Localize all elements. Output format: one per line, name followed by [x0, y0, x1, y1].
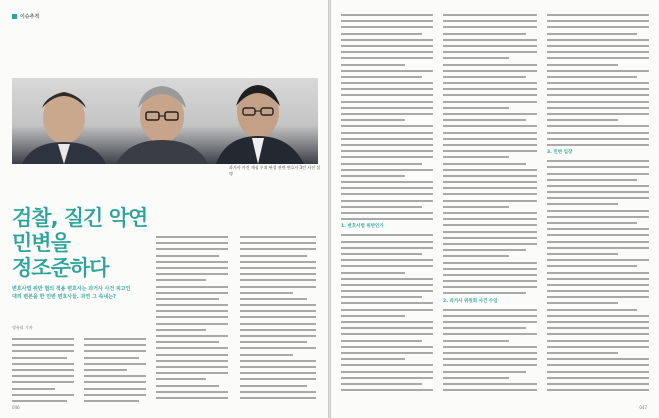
- text-line: [12, 381, 74, 383]
- right-column-1-lines-a: [341, 14, 433, 220]
- text-line: [341, 169, 433, 171]
- text-line: [443, 156, 509, 158]
- right-column-2-lines-a: [443, 14, 537, 294]
- text-line: [341, 309, 433, 311]
- text-line: [547, 14, 649, 16]
- text-line: [341, 278, 433, 280]
- text-line: [341, 113, 433, 115]
- text-line: [156, 378, 206, 380]
- text-line: [12, 338, 74, 340]
- text-line: [547, 389, 649, 391]
- text-line: [547, 20, 649, 22]
- text-line: [443, 144, 537, 146]
- headline-line-2: 민변을: [12, 231, 70, 255]
- text-line: [547, 228, 649, 230]
- text-line: [341, 26, 433, 28]
- text-line: [341, 107, 433, 109]
- text-line: [443, 193, 537, 195]
- text-line: [341, 187, 433, 189]
- text-line: [156, 372, 228, 374]
- text-line: [443, 200, 537, 202]
- text-line: [156, 255, 219, 257]
- text-line: [156, 292, 228, 294]
- text-line: [84, 344, 146, 346]
- text-line: [547, 352, 618, 354]
- text-line: [341, 64, 405, 66]
- text-line: [443, 383, 537, 385]
- text-line: [547, 327, 649, 329]
- text-line: [547, 284, 649, 286]
- text-line: [240, 292, 293, 294]
- text-line: [547, 210, 649, 212]
- text-line: [156, 385, 219, 387]
- portrait-right: [216, 85, 304, 164]
- text-line: [84, 350, 146, 352]
- text-line: [341, 253, 422, 255]
- text-line: [341, 138, 433, 140]
- text-line: [341, 383, 422, 385]
- text-line: [341, 346, 433, 348]
- text-line: [341, 20, 433, 22]
- text-line: [547, 241, 649, 243]
- text-line: [547, 247, 649, 249]
- text-line: [547, 272, 649, 274]
- text-line: [547, 57, 649, 59]
- text-line: [240, 248, 316, 250]
- text-line: [443, 371, 526, 373]
- lead-photo: [12, 78, 318, 164]
- text-line: [341, 234, 433, 236]
- text-line: [443, 389, 537, 391]
- text-line: [443, 57, 509, 59]
- text-line: [547, 315, 649, 317]
- text-line: [341, 76, 422, 78]
- text-line: [547, 222, 637, 224]
- text-line: [240, 255, 307, 257]
- text-line: [443, 181, 537, 183]
- text-line: [547, 88, 649, 90]
- text-line: [84, 363, 146, 365]
- text-line: [341, 101, 433, 103]
- text-line: [341, 144, 433, 146]
- text-line: [443, 45, 537, 47]
- text-line: [341, 358, 405, 360]
- text-line: [443, 119, 526, 121]
- text-line: [341, 321, 433, 323]
- text-line: [341, 206, 422, 208]
- text-line: [240, 341, 307, 343]
- text-line: [443, 163, 526, 165]
- text-line: [443, 175, 537, 177]
- text-line: [341, 33, 422, 35]
- text-line: [156, 347, 228, 349]
- text-line: [443, 340, 509, 342]
- body-column-4: [240, 236, 316, 406]
- text-line: [443, 107, 509, 109]
- text-line: [84, 388, 146, 390]
- text-line: [547, 39, 649, 41]
- text-line: [443, 358, 537, 360]
- text-line: [547, 33, 637, 35]
- text-line: [240, 316, 316, 318]
- right-column-1: [341, 14, 433, 406]
- text-line: [443, 377, 509, 379]
- text-line: [341, 333, 433, 335]
- text-line: [443, 218, 537, 220]
- text-line: [443, 20, 537, 22]
- text-line: [341, 82, 433, 84]
- text-line: [443, 26, 537, 28]
- section-tag-label: 이슈추적: [20, 14, 40, 20]
- text-line: [547, 179, 637, 181]
- text-line: [443, 14, 537, 16]
- text-line: [341, 132, 433, 134]
- text-line: [547, 364, 649, 366]
- portrait-center: [116, 86, 208, 164]
- text-line: [156, 236, 228, 238]
- text-line: [443, 70, 537, 72]
- text-line: [12, 350, 74, 352]
- text-line: [443, 113, 537, 115]
- text-line: [443, 138, 537, 140]
- right-column-1-lines-b: [341, 234, 433, 391]
- text-line: [443, 101, 537, 103]
- text-line: [12, 375, 74, 377]
- portrait-photos: [12, 78, 318, 164]
- text-line: [341, 163, 422, 165]
- text-line: [341, 125, 433, 127]
- deck-summary: 변호사법 위반 혐의 적용 변호사는 과거사 사건 피고인 대리 변론을 한 민변 변호사들. 과연 그 속내는?: [12, 286, 131, 300]
- text-line: [156, 298, 219, 300]
- text-line: [547, 340, 649, 342]
- text-line: [443, 333, 537, 335]
- right-page: [331, 0, 659, 418]
- text-line: [12, 369, 74, 371]
- text-line: [547, 377, 649, 379]
- text-line: [547, 346, 649, 348]
- text-line: [240, 298, 307, 300]
- text-line: [547, 185, 649, 187]
- text-line: [240, 391, 316, 393]
- text-line: [341, 57, 433, 59]
- text-line: [156, 360, 228, 362]
- text-line: [547, 107, 649, 109]
- text-line: [341, 340, 422, 342]
- text-line: [240, 273, 316, 275]
- text-line: [240, 354, 293, 356]
- text-line: [341, 284, 433, 286]
- text-line: [443, 315, 537, 317]
- text-line: [443, 169, 537, 171]
- text-line: [443, 309, 537, 311]
- text-line: [341, 315, 405, 317]
- text-line: [547, 358, 649, 360]
- text-line: [547, 45, 649, 47]
- text-line: [547, 290, 649, 292]
- text-line: [341, 45, 433, 47]
- text-line: [443, 224, 537, 226]
- text-line: [341, 193, 433, 195]
- body-column-1: [12, 338, 74, 406]
- text-line: [84, 357, 139, 359]
- text-line: [156, 286, 228, 288]
- text-line: [547, 76, 637, 78]
- text-line: [341, 296, 422, 298]
- text-line: [443, 82, 537, 84]
- text-line: [443, 255, 509, 257]
- text-line: [443, 352, 537, 354]
- subhead-3: 3. 민변 입장: [547, 150, 573, 156]
- text-line: [240, 397, 316, 399]
- text-line: [443, 150, 537, 152]
- text-line: [443, 51, 537, 53]
- text-line: [156, 341, 219, 343]
- text-line: [12, 388, 55, 390]
- text-line: [240, 347, 316, 349]
- subhead-1: 1. 변호사법 위반인가: [341, 224, 384, 230]
- text-line: [240, 310, 316, 312]
- text-line: [443, 286, 537, 288]
- text-line: [341, 14, 433, 16]
- text-line: [240, 323, 316, 325]
- text-line: [240, 372, 316, 374]
- text-line: [547, 259, 649, 261]
- text-line: [84, 375, 146, 377]
- text-line: [240, 261, 316, 263]
- text-line: [547, 82, 649, 84]
- text-line: [443, 249, 526, 251]
- left-page: [0, 0, 328, 418]
- text-line: [341, 272, 405, 274]
- text-line: [443, 76, 526, 78]
- text-line: [547, 383, 649, 385]
- text-line: [84, 394, 146, 396]
- headline-line-3: 정조준하다: [12, 256, 109, 280]
- text-line: [341, 200, 433, 202]
- text-line: [443, 327, 526, 329]
- text-line: [240, 329, 316, 331]
- text-line: [547, 125, 649, 127]
- text-line: [443, 64, 537, 66]
- text-line: [341, 265, 433, 267]
- text-line: [156, 335, 228, 337]
- text-line: [84, 338, 146, 340]
- text-line: [240, 385, 307, 387]
- text-line: [341, 212, 433, 214]
- text-line: [156, 267, 228, 269]
- text-line: [240, 366, 316, 368]
- text-line: [443, 33, 526, 35]
- text-line: [547, 265, 637, 267]
- text-line: [443, 274, 537, 276]
- text-line: [156, 304, 228, 306]
- photo-caption: 과거사 사건 재심 무죄 판결 관련 변호사 3인 사진 설명: [229, 165, 321, 176]
- text-line: [341, 156, 433, 158]
- text-line: [547, 234, 649, 236]
- portrait-left: [22, 92, 106, 164]
- text-line: [443, 88, 537, 90]
- text-line: [443, 346, 537, 348]
- text-line: [240, 242, 316, 244]
- text-line: [547, 94, 649, 96]
- text-line: [547, 119, 618, 121]
- text-line: [443, 280, 537, 282]
- text-line: [547, 113, 649, 115]
- text-line: [547, 302, 618, 304]
- text-line: [240, 279, 316, 281]
- text-line: [341, 364, 433, 366]
- text-line: [547, 371, 649, 373]
- text-line: [240, 360, 316, 362]
- text-line: [156, 261, 228, 263]
- text-line: [547, 173, 649, 175]
- text-line: [443, 212, 537, 214]
- text-line: [240, 236, 316, 238]
- text-line: [341, 150, 433, 152]
- text-line: [341, 218, 433, 220]
- text-line: [341, 175, 405, 177]
- text-line: [443, 206, 509, 208]
- text-line: [341, 290, 433, 292]
- text-line: [156, 242, 228, 244]
- text-line: [547, 253, 618, 255]
- text-line: [156, 273, 228, 275]
- text-line: [443, 94, 537, 96]
- text-line: [547, 144, 649, 146]
- text-line: [156, 354, 228, 356]
- text-line: [547, 132, 649, 134]
- text-line: [156, 279, 206, 281]
- text-line: [12, 357, 67, 359]
- text-line: [84, 381, 146, 383]
- text-line: [547, 101, 649, 103]
- text-line: [341, 247, 433, 249]
- text-line: [547, 309, 637, 311]
- text-line: [341, 88, 433, 90]
- text-line: [341, 371, 433, 373]
- text-line: [341, 352, 433, 354]
- text-line: [547, 160, 649, 162]
- text-line: [12, 394, 74, 396]
- byline: 정유리 기자: [12, 325, 33, 330]
- right-column-3-lines-b: [547, 160, 649, 391]
- text-line: [443, 231, 537, 233]
- text-line: [443, 187, 537, 189]
- text-line: [547, 321, 649, 323]
- text-line: [547, 216, 649, 218]
- text-line: [443, 125, 537, 127]
- headline-line-1: 검찰, 질긴 악연: [12, 206, 148, 230]
- text-line: [443, 321, 537, 323]
- text-line: [341, 94, 433, 96]
- text-line: [443, 292, 526, 294]
- text-line: [547, 26, 649, 28]
- text-line: [156, 248, 228, 250]
- text-line: [341, 302, 433, 304]
- text-line: [240, 378, 316, 380]
- text-line: [341, 241, 433, 243]
- text-line: [547, 203, 618, 205]
- text-line: [443, 262, 537, 264]
- text-line: [240, 286, 316, 288]
- text-line: [443, 132, 537, 134]
- text-line: [156, 391, 228, 393]
- text-line: [156, 323, 228, 325]
- text-line: [443, 243, 537, 245]
- body-column-3: [156, 236, 228, 406]
- text-line: [341, 327, 433, 329]
- text-line: [547, 70, 649, 72]
- text-line: [341, 377, 433, 379]
- text-line: [547, 166, 649, 168]
- text-line: [341, 389, 433, 391]
- text-line: [240, 267, 316, 269]
- text-line: [341, 51, 433, 53]
- text-line: [156, 316, 228, 318]
- text-line: [341, 39, 433, 41]
- subhead-2: 2. 과거사 위원회 사건 수임: [443, 298, 498, 304]
- page-number-right: 047: [639, 405, 647, 410]
- right-column-2-lines-b: [443, 309, 537, 391]
- text-line: [84, 400, 139, 402]
- right-column-2: [443, 14, 537, 406]
- text-line: [341, 70, 433, 72]
- text-line: [341, 181, 433, 183]
- text-line: [547, 278, 649, 280]
- text-line: [443, 364, 537, 366]
- text-line: [547, 138, 649, 140]
- text-line: [341, 259, 433, 261]
- text-line: [443, 268, 537, 270]
- text-line: [156, 366, 228, 368]
- text-line: [341, 119, 405, 121]
- text-line: [547, 64, 618, 66]
- text-line: [240, 304, 316, 306]
- text-line: [547, 333, 649, 335]
- right-column-3-lines-a: [547, 14, 649, 146]
- text-line: [443, 237, 537, 239]
- text-line: [12, 344, 74, 346]
- text-line: [547, 191, 649, 193]
- page-number-left: 046: [12, 405, 20, 410]
- text-line: [12, 363, 74, 365]
- section-tag: [12, 13, 39, 20]
- text-line: [156, 310, 228, 312]
- text-line: [547, 296, 649, 298]
- text-line: [240, 335, 316, 337]
- body-column-2: [84, 338, 146, 406]
- text-line: [547, 197, 649, 199]
- text-line: [12, 400, 67, 402]
- text-line: [84, 369, 127, 371]
- text-line: [156, 397, 228, 399]
- text-line: [156, 329, 206, 331]
- section-tag-marker: [12, 14, 17, 19]
- text-line: [547, 51, 649, 53]
- right-column-3: [547, 14, 649, 406]
- text-line: [443, 39, 537, 41]
